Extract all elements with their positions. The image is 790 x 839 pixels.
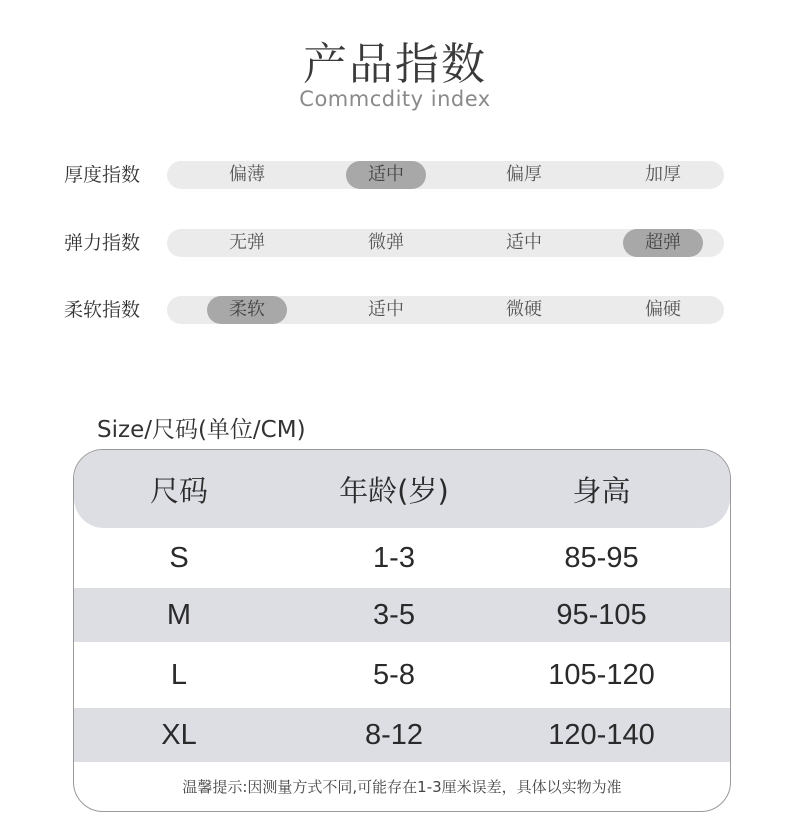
column-header-size: 尺码 [149, 473, 208, 508]
table-cell: 85-95 [564, 541, 639, 574]
index-track [167, 296, 724, 324]
table-row [74, 528, 730, 588]
column-header-age: 年龄(岁) [339, 473, 449, 508]
table-cell: 3-5 [373, 598, 415, 631]
index-row-thickness [64, 161, 724, 189]
table-cell: 1-3 [373, 541, 415, 574]
table-cell: S [169, 541, 189, 574]
index-option: 偏厚 [506, 164, 542, 185]
table-header-row [74, 450, 730, 528]
index-track [167, 229, 724, 257]
page-subtitle: Commcdity index [299, 87, 491, 111]
index-option: 适中 [368, 299, 404, 320]
table-cell: 105-120 [548, 658, 655, 691]
table-cell: 120-140 [548, 718, 655, 751]
page-title: 产品指数 [303, 39, 487, 90]
index-row-softness [64, 296, 724, 324]
table-cell: XL [161, 718, 197, 751]
table-cell: 95-105 [556, 598, 647, 631]
table-cell: 5-8 [373, 658, 415, 691]
table-row [74, 642, 730, 708]
index-option-selected: 适中 [346, 161, 426, 189]
column-header-height: 身高 [572, 473, 631, 508]
index-option: 偏硬 [645, 299, 681, 320]
index-label: 厚度指数 [64, 164, 141, 186]
table-cell: 8-12 [364, 718, 424, 751]
index-option: 微弹 [368, 232, 404, 253]
size-heading: Size/尺码(单位/CM) [97, 417, 306, 443]
size-table [73, 449, 731, 812]
table-cell: M [166, 598, 192, 631]
index-option: 微硬 [506, 299, 542, 320]
index-option-selected: 柔软 [207, 296, 287, 324]
table-cell: L [170, 658, 188, 691]
index-label: 柔软指数 [64, 299, 141, 321]
index-label: 弹力指数 [64, 232, 141, 254]
index-option-selected: 超弹 [623, 229, 703, 257]
index-row-elasticity [64, 229, 724, 257]
index-option: 适中 [506, 232, 542, 253]
index-option: 无弹 [229, 232, 265, 253]
index-track [167, 161, 724, 189]
table-row [74, 588, 730, 642]
table-row [74, 708, 730, 762]
index-option: 加厚 [645, 164, 681, 185]
measurement-note: 温馨提示:因测量方式不同,可能存在1-3厘米误差，具体以实物为准 [182, 778, 622, 796]
index-option: 偏薄 [229, 164, 265, 185]
